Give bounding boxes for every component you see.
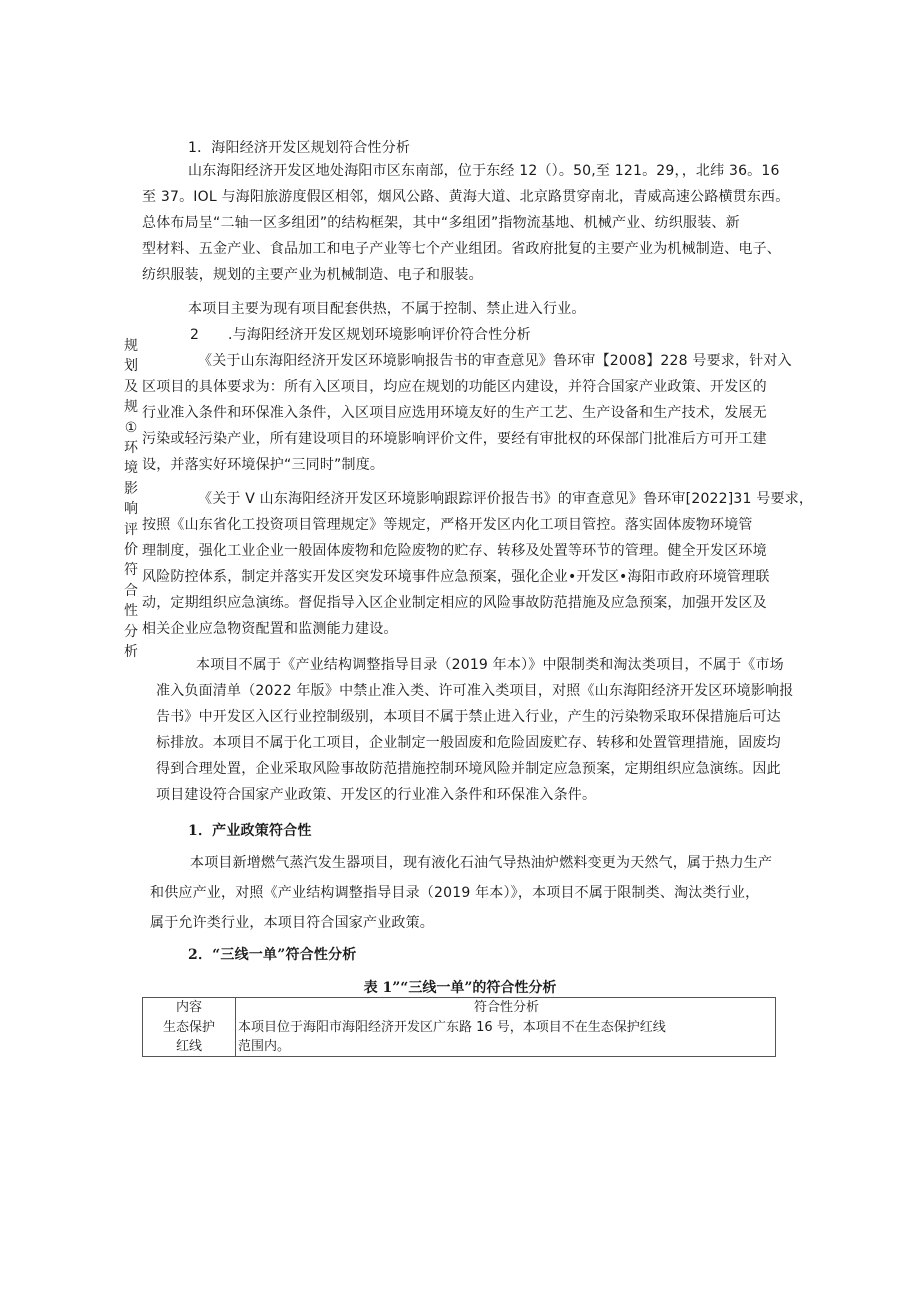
table-cell-content [143, 1018, 236, 1057]
side-label-char: 性 [124, 603, 138, 620]
section-heading-eia: .与海阳经济开发区规划环境影响评价符合性分析 [228, 327, 531, 343]
paragraph-line: 告书》中开发区入区行业控制级别，本项目不属于禁止进入行业，产生的污染物采取环保措施后可达 [156, 709, 781, 725]
paragraph-line: 相关企业应急物资配置和监测能力建设。 [142, 621, 398, 637]
paragraph-line: 动，定期组织应急演练。督促指导入区企业制定相应的风险事故防范措施及应急预案，加强开发区及 [142, 595, 767, 611]
section-heading-number: 2 [190, 327, 200, 343]
paragraph-line: 区项目的具体要求为：所有入区项目，均应在规划的功能区内建设，并符合国家产业政策、开发区的 [142, 379, 767, 395]
table-header-row [143, 998, 776, 1019]
side-label-char: 境 [124, 460, 138, 477]
paragraph-line: 按照《山东省化工投资项目管理规定》等规定，严格开发区内化工项目管控。落实固体废物环境管 [142, 517, 753, 533]
side-label-char: 分 [124, 623, 138, 640]
side-label-char: 环 [124, 440, 138, 457]
paragraph-line: 属于允许类行业，本项目符合国家产业政策。 [150, 915, 434, 931]
paragraph-line: 纺织服装，规划的主要产业为机械制造、电子和服装。 [142, 267, 483, 283]
side-label-char: 价 [124, 542, 138, 559]
section-heading-three-lines: 2．“三线一单”符合性分析 [188, 947, 357, 963]
side-label-char: 响 [124, 501, 138, 518]
section-heading-planning: 1．海阳经济开发区规划符合性分析 [188, 140, 411, 156]
table-cell-analysis [236, 1018, 776, 1057]
side-label-char: ① [124, 419, 138, 436]
cell-line: 本项目位于海阳市海阳经济开发区广东路 16 号，本项目不在生态保护红线 [238, 1020, 666, 1035]
side-label-char: 规 [124, 399, 138, 416]
side-label-char: 规 [124, 338, 138, 354]
paragraph-line: 型材料、五金产业、食品加工和电子产业等七个产业组团。省政府批复的主要产业为机械制造、电子、 [142, 241, 781, 257]
paragraph-line: 《关于山东海阳经济开发区环境影响报告书的审查意见》鲁环审【2008】228 号要求，针对入 [198, 353, 792, 369]
cell-line: 生态保护 [162, 1020, 215, 1035]
table-caption: 表 1”“三线一单”的符合性分析 [363, 980, 557, 996]
paragraph-line: 设，并落实好环境保护“三同时”制度。 [142, 457, 385, 473]
paragraph-line: 至 37。IOL 与海阳旅游度假区相邻，烟风公路、黄海大道、北京路贯穿南北，青威高速公路横贯东西。 [142, 189, 790, 205]
paragraph-line: 山东海阳经济开发区地处海阳市区东南部，位于东经 12（）。50,至 121。29，，北纬 36。16 [188, 163, 780, 179]
paragraph-line: 和供应产业，对照《产业结构调整指导目录（2019 年本）》，本项目不属于限制类、淘汰类行业， [150, 885, 760, 901]
cell-line: 范围内。 [238, 1039, 291, 1054]
paragraph-line: 项目建设符合国家产业政策、开发区的行业准入条件和环保准入条件。 [156, 787, 597, 803]
paragraph-line: 本项目不属于《产业结构调整指导目录（2019 年本）》中限制类和淘汰类项目，不属于《市场 [196, 657, 784, 673]
paragraph-line: 本项目新增燃气蒸汽发生器项目，现有液化石油气导热油炉燃料变更为天然气，属于热力生产 [190, 855, 773, 871]
cell-line: 红线 [175, 1039, 202, 1054]
paragraph-line: 总体布局呈“二轴一区多组团”的结构框架，其中“多组团”指物流基地、机械产业、纺织服装、新 [142, 215, 740, 231]
paragraph-line: 得到合理处置，企业采取风险事故防范措施控制环境风险并制定应急预案，定期组织应急演练。因此 [156, 761, 781, 777]
paragraph-conclusion: 本项目主要为现有项目配套供热，不属于控制、禁止进入行业。 [188, 301, 586, 317]
side-label-char: 合 [124, 582, 138, 599]
paragraph-line: 风险防控体系，制定并落实开发区突发环境事件应急预案，强化企业•开发区•海阳市政府环境管理联 [142, 569, 770, 585]
side-label-char: 符 [124, 562, 138, 579]
side-label-char: 影 [124, 480, 138, 497]
table-header-content: 内容 [143, 998, 236, 1019]
compliance-table [142, 997, 776, 1057]
table-header-analysis: 符合性分析 [236, 998, 776, 1019]
side-label-char: 划 [124, 358, 138, 375]
side-label-char: 及 [124, 378, 138, 395]
side-label-char: 评 [124, 521, 138, 538]
side-category-label [122, 336, 140, 663]
paragraph-line: 行业准入条件和环保准入条件，入区项目应选用环境友好的生产工艺、生产设备和生产技术，发展无 [142, 405, 767, 421]
paragraph-line: 污染或轻污染产业，所有建设项目的环境影响评价文件，要经有审批权的环保部门批准后方可开工建 [142, 431, 767, 447]
paragraph-line: 理制度，强化工业企业一般固体废物和危险废物的贮存、转移及处置等环节的管理。健全开发区环境 [142, 543, 767, 559]
paragraph-line: 准入负面清单（2022 年版》中禁止准入类、许可准入类项目，对照《山东海阳经济开发区环境影响报 [156, 683, 794, 699]
paragraph-line: 标排放。本项目不属于化工项目，企业制定一般固废和危险固废贮存、转移和处置管理措施，固废均 [156, 735, 781, 751]
paragraph-line: 《关于 V 山东海阳经济开发区环境影响跟踪评价报告书》的审查意见》鲁环审[2022]31 号要求， [198, 491, 814, 507]
section-heading-industry-policy: 1．产业政策符合性 [188, 823, 312, 839]
table-row [143, 1018, 776, 1057]
side-label-char: 析 [124, 644, 138, 661]
